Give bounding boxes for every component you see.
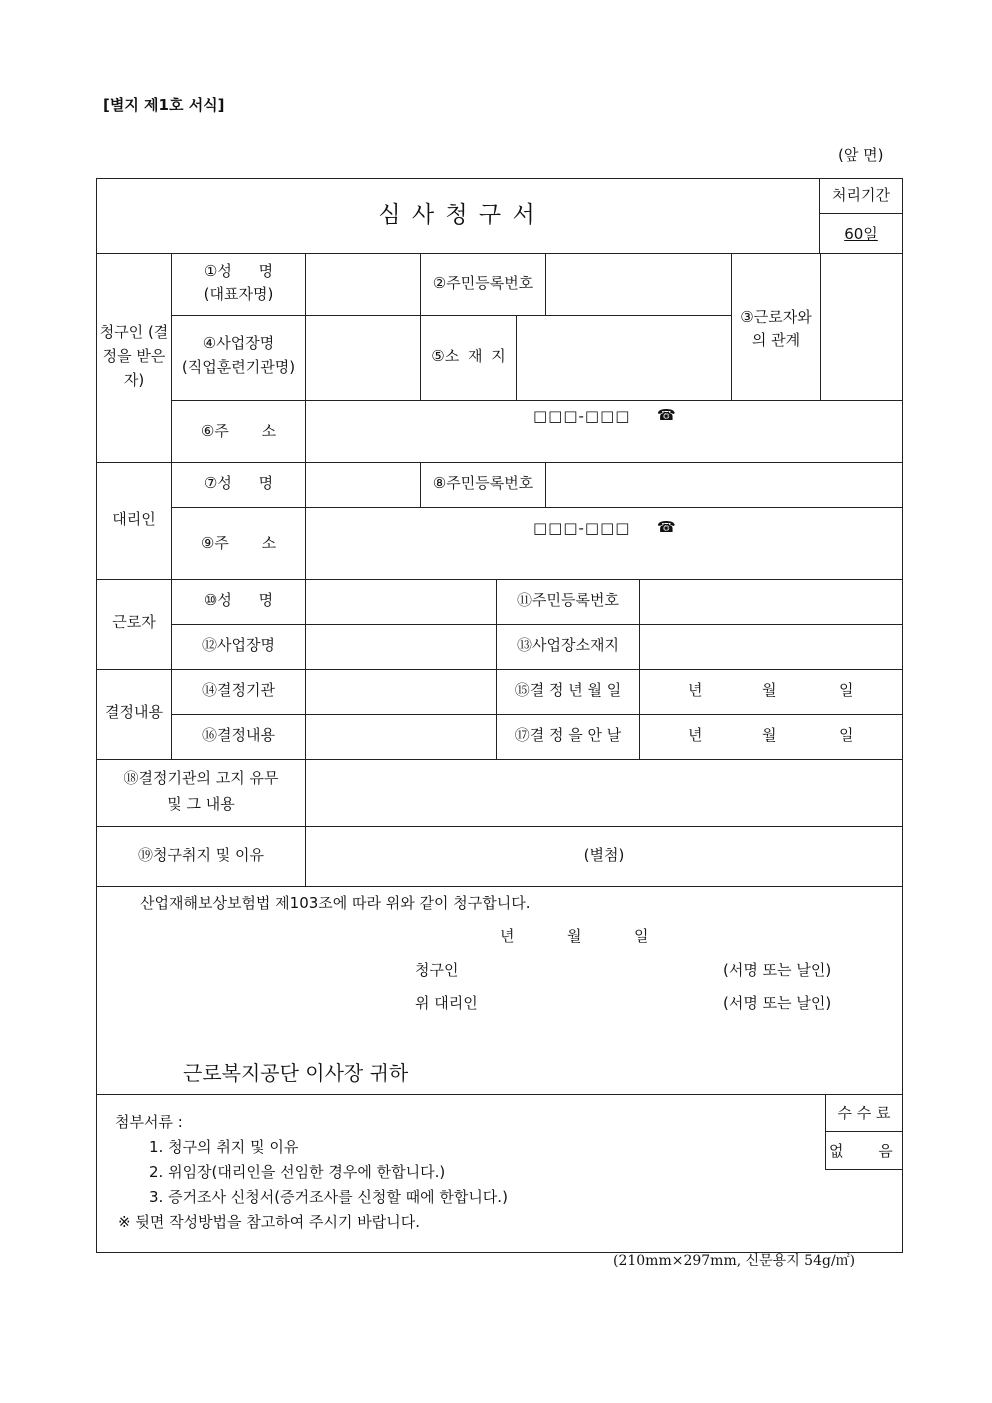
declaration-claimant-sign: (서명 또는 날인) [723, 961, 832, 979]
declaration-statement: 산업재해보상보험법 제103조에 따라 위와 같이 청구합니다. [140, 894, 531, 912]
claimant-rrn-label: ②주민등록번호 [432, 274, 534, 292]
agent-rrn-field[interactable] [546, 463, 902, 507]
form-tag: [별지 제1호 서식] [103, 96, 225, 114]
claimant-address-label: ⑥주 소 [200, 422, 277, 440]
notice-year-unit: 년 [688, 726, 703, 744]
agent-name-field[interactable] [306, 463, 420, 507]
agent-rrn-label: ⑧주민등록번호 [432, 474, 534, 492]
worker-name-field[interactable] [306, 580, 496, 624]
worker-workplace-location-label: ⑬사업장소재지 [517, 636, 619, 654]
decision-day-unit: 일 [839, 681, 854, 699]
worker-rrn-label: ⑪주민등록번호 [517, 591, 619, 609]
worker-workplace-field[interactable] [306, 625, 496, 669]
fee-label: 수 수 료 [837, 1104, 891, 1122]
claimant-section-label: 청구인 (결정을 받은자) [99, 323, 169, 389]
declaration-agent-sign: (서명 또는 날인) [723, 994, 832, 1012]
worker-section-label: 근로자 [112, 613, 156, 631]
worker-workplace-label: ⑫사업장명 [202, 636, 275, 654]
notice-month-unit: 월 [762, 726, 777, 744]
claimant-location-field[interactable] [517, 316, 731, 400]
attachments-title: 첨부서류 : [115, 1113, 183, 1131]
decision-org-label: ⑭결정기관 [202, 681, 275, 699]
decision-notice-date-label: ⑰결 정 을 안 날 [514, 726, 622, 744]
reason-label: ⑲청구취지 및 이유 [138, 846, 264, 864]
claimant-relation-field[interactable] [821, 254, 902, 400]
claimant-location-label: ⑤소 재 지 [431, 347, 506, 365]
worker-rrn-field[interactable] [640, 580, 902, 624]
reason-value: (별첨) [583, 846, 625, 864]
claimant-postal-code: □□□-□□□ [533, 407, 631, 425]
claimant-relation-label: ③근로자와 의 관계 [740, 308, 812, 349]
phone-icon: ☎ [657, 406, 676, 424]
fee-value: 없 음 [829, 1142, 893, 1160]
decision-content-field[interactable] [306, 715, 496, 759]
decision-month-unit: 월 [762, 681, 777, 699]
processing-period-label: 처리기간 [832, 186, 890, 204]
declaration-day: 일 [634, 927, 649, 945]
addressee: 근로복지공단 이사장 귀하 [183, 1061, 409, 1085]
agent-name-label: ⑦성 명 [203, 474, 274, 492]
decision-org-field[interactable] [306, 670, 496, 714]
attachments-note: ※ 뒷면 작성방법을 참고하여 주시기 바랍니다. [118, 1213, 420, 1231]
agent-section-label: 대리인 [112, 510, 156, 528]
notice-day-unit: 일 [839, 726, 854, 744]
claimant-workplace-sub: (직업훈련기관명) [181, 358, 296, 376]
processing-period-value: 60일 [844, 225, 878, 243]
form-title: 심 사 청 구 서 [378, 202, 537, 228]
claimant-workplace-label: ④사업장명 [202, 334, 275, 352]
page-side-label: (앞 면) [838, 146, 884, 164]
attachment-item: 1. 청구의 취지 및 이유 [149, 1138, 299, 1156]
claimant-name-sub: (대표자명) [203, 285, 274, 303]
declaration-claimant-label: 청구인 [415, 961, 459, 979]
decision-year-unit: 년 [688, 681, 703, 699]
notice-label-line1: ⑱결정기관의 고지 유무 [123, 769, 279, 787]
attachment-item: 3. 증거조사 신청서(증거조사를 신청할 때에 한합니다.) [149, 1188, 508, 1206]
notice-field[interactable] [306, 760, 902, 826]
decision-content-label: ⑯결정내용 [202, 726, 275, 744]
attachment-item: 2. 위임장(대리인을 선임한 경우에 한합니다.) [149, 1163, 446, 1181]
claimant-name-label: ①성 명 [203, 262, 274, 280]
phone-icon: ☎ [657, 518, 676, 536]
agent-address-label: ⑨주 소 [200, 534, 277, 552]
decision-section-label: 결정내용 [105, 703, 163, 721]
notice-label-line2: 및 그 내용 [167, 795, 235, 813]
worker-workplace-location-field[interactable] [640, 625, 902, 669]
declaration-year: 년 [500, 927, 515, 945]
paper-spec: (210mm×297mm, 신문용지 54g/㎡) [613, 1253, 856, 1269]
agent-postal-code: □□□-□□□ [533, 519, 631, 537]
claimant-rrn-field[interactable] [546, 254, 731, 315]
claimant-workplace-field[interactable] [306, 316, 420, 400]
claimant-name-field[interactable] [306, 254, 420, 315]
declaration-month: 월 [567, 927, 582, 945]
decision-date-label: ⑮결 정 년 월 일 [514, 681, 622, 699]
declaration-agent-label: 위 대리인 [415, 994, 478, 1012]
worker-name-label: ⑩성 명 [203, 591, 274, 609]
